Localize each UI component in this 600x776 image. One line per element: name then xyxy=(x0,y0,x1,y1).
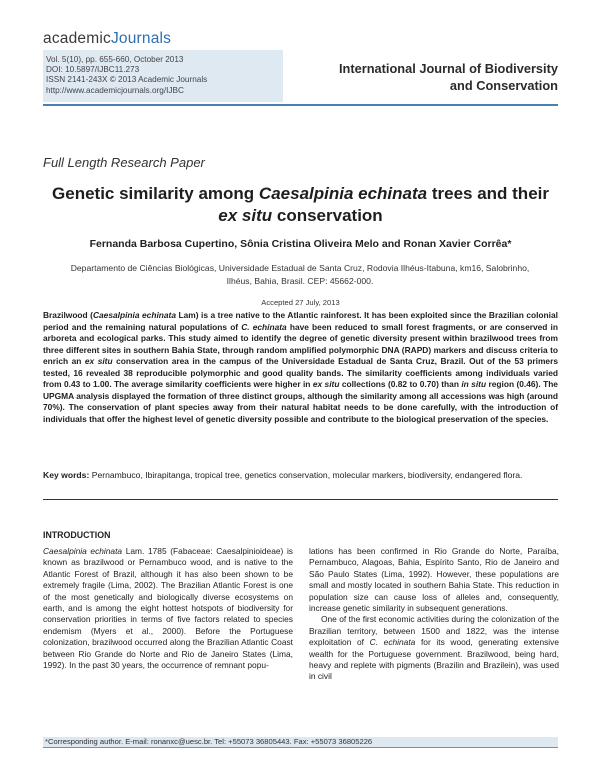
paper-title xyxy=(43,183,558,227)
journal-name-line-2: and Conservation xyxy=(449,78,558,93)
intro-paragraph-2: lations has been confirmed in Rio Grande do Norte, Paraíba, Pernambuco, Alagoas, Bahia, Espírito Santo, Rio de Janeiro and São Paulo States (Lima, 1992). However, these populations are small and mostly located in southern Bahia State. This reduction in population size can cause loss of alleles and, consequently, increase genetic similarity in subsequent generations. xyxy=(309,546,559,614)
doi-line: DOI: 10.5897/IJBC11.273 xyxy=(46,65,140,75)
keywords-label: Key words: xyxy=(43,470,90,480)
affiliation: Departamento de Ciências Biológicas, Universidade Estadual de Santa Cruz, Rodovia Ilhéus-Itabuna, km16, Salobrinho, Ilhéus, Bahia, Brasil. CEP: 45662-000. xyxy=(70,263,530,286)
intro-species: Caesalpinia echinata xyxy=(43,546,123,556)
abstract-italic-4: ex situ xyxy=(312,379,340,390)
publisher-logo xyxy=(43,30,171,48)
title-part-3: conservation xyxy=(272,206,383,225)
abstract-seg-6: region (0.46). The UPGMA analysis displayed the formation of three distinct groups, although the similarity among all accessions was high (around 70%). The conservation of plant species away from their natural habitat needs to be done carefully, with the introduction of individuals that offer the highest level of genetic diversity possible and contribute to the biological preservation of the species. xyxy=(43,379,558,424)
abstract-seg-5: collections (0.82 to 0.70) than xyxy=(339,379,462,390)
intro-paragraph-1 xyxy=(43,546,293,671)
corresponding-author-footer xyxy=(43,737,558,747)
intro-p3-species: C. echinata xyxy=(369,637,416,648)
volume-line: Vol. 5(10), pp. 655-660, October 2013 xyxy=(46,55,184,64)
abstract-italic-2: C. echinata xyxy=(241,321,287,332)
publication-info-box xyxy=(43,50,283,102)
abstract-italic-3: ex situ xyxy=(84,356,113,367)
logo-academic: academic xyxy=(43,30,111,47)
corresponding-author-text: *Corresponding author. E-mail: ronanxc@uesc.br. Tel: +55073 36805443. Fax: +55073 36805226 xyxy=(45,737,373,746)
intro-p3-b: for its wood, generating extensive wealth for the Portuguese government. Brazilwood, being hard, heavy and replete with pigments (Brazilin and Brazilein), was used in civil xyxy=(309,637,559,682)
intro-right-column xyxy=(309,546,559,683)
keywords-text: Pernambuco, Ibirapitanga, tropical tree, genetics conservation, molecular markers, biodiversity, endangered flora. xyxy=(89,470,523,480)
title-species: Caesalpinia echinata xyxy=(258,184,428,203)
accepted-date: Accepted 27 July, 2013 xyxy=(261,298,340,307)
journal-name-line-1: International Journal of Biodiversity xyxy=(338,61,558,76)
introduction-heading: INTRODUCTION xyxy=(43,530,111,540)
abstract-seg-3: have been reduced to small forest fragments, or are conserved in arboreta and ecological parks. This study aimed to identify the degree of genetic diversity present within brazilwood trees from three different sites in southern Bahia State, through random amplified polymorphic DNA (RAPD) markers and discuss criteria to enrich an xyxy=(43,321,558,367)
abstract-seg-4: conservation area in the campus of the Universidade Estadual de Santa Cruz, Brazil. Out of the 53 primers tested, 16 revealed 38 reproducible polymorphic and good quality bands. The similarity coefficients among individuals varied from 0.43 to 1.00. The average similarity coefficients were higher in xyxy=(43,356,558,390)
url-line: http://www.academicjournals.org/IJBC xyxy=(46,85,184,95)
paper-type: Full Length Research Paper xyxy=(43,155,205,170)
title-exsitu: ex situ xyxy=(218,206,273,225)
abstract-italic-1: Caesalpinia echinata xyxy=(92,310,176,320)
abstract-divider xyxy=(43,499,558,500)
footer-divider xyxy=(43,747,558,748)
intro-left-column xyxy=(43,546,293,671)
intro-paragraph-3 xyxy=(309,614,559,682)
logo-journals: Journals xyxy=(110,30,172,47)
header-divider xyxy=(43,104,558,106)
issn-line: ISSN 2141-243X © 2013 Academic Journals xyxy=(46,75,208,85)
keywords xyxy=(43,470,558,482)
title-part-1: Genetic similarity among xyxy=(52,184,259,203)
abstract-italic-5: in situ xyxy=(461,379,487,390)
journal-name xyxy=(318,60,558,94)
abstract-seg-2: Lam) is a tree native to the Atlantic rainforest. It has been exploited since the Brazilian colonial period and the remaining natural populations of xyxy=(43,310,558,332)
authors: Fernanda Barbosa Cupertino, Sônia Cristina Oliveira Melo and Ronan Xavier Corrêa* xyxy=(89,238,512,250)
abstract-seg-1: Brazilwood ( xyxy=(43,310,93,320)
intro-p3-a: One of the first economic activities during the colonization of the Brazilian territory, between 1500 and 1822, was the intense exploitation of xyxy=(309,614,559,648)
intro-left-text: Lam. 1785 (Fabaceae: Caesalpinioideae) is known as brazilwood or Pernambuco wood, and is native to the Atlantic Forest of Brazil, although it has also been shown to be extremely fragile (Lima, 2002). The Brazilian Atlantic Forest is one of the most genetically and biologically diverse ecosystems on earth, and is among the eight hottest hotspots of biodiversity for conservation priorities in terms of five factors related to species endemism (Myers et al., 2000). Before the Portuguese colonization, brazilwood occurred along the Brazilian Atlantic Coast between Rio Grande do Norte and Rio de Janeiro States (Lima, 1992). In the past 30 years, the occurrence of remnant popu- xyxy=(43,546,293,671)
title-part-2: trees and their xyxy=(427,184,549,203)
abstract xyxy=(43,310,558,425)
